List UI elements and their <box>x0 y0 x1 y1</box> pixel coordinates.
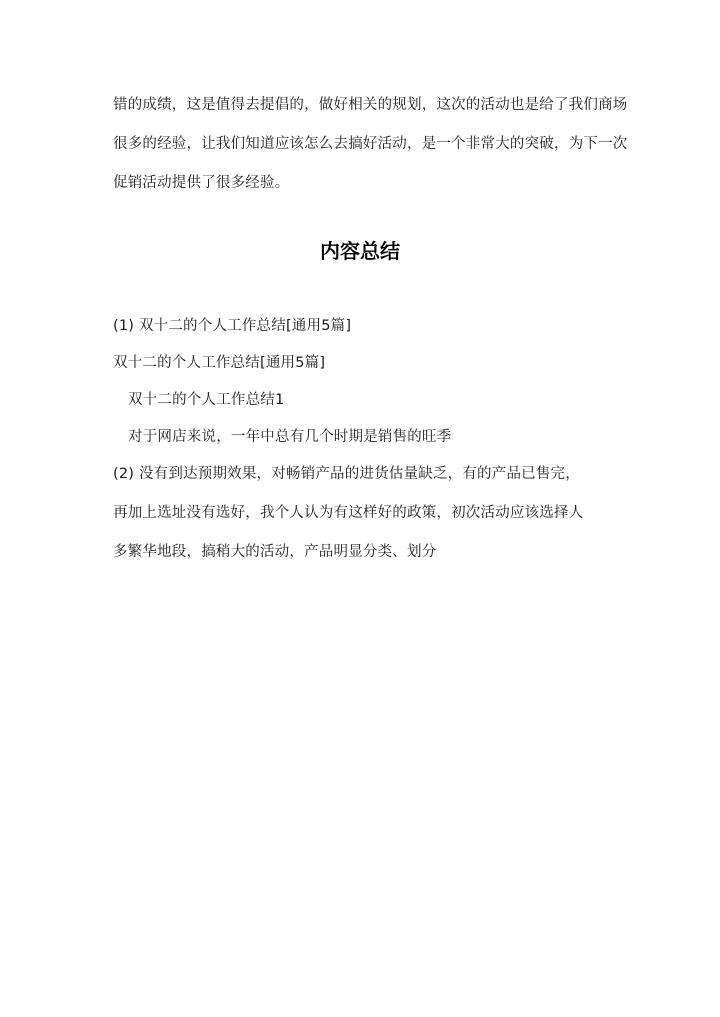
summary-item-1-entry-text: 对于网店来说，一年中总有几个时期是销售的旺季 <box>128 429 452 445</box>
intro-line-3: 促销活动提供了很多经验。 <box>113 175 290 191</box>
summary-item-1-subheading: 双十二的个人工作总结[通用5篇] <box>113 355 326 371</box>
summary-item-1-entry-title: 双十二的个人工作总结1 <box>128 392 285 408</box>
summary-item-2-line-3: 多繁华地段，搞稍大的活动，产品明显分类、划分 <box>113 544 437 560</box>
section-title: 内容总结 <box>320 239 400 263</box>
intro-line-2: 很多的经验，让我们知道应该怎么去搞好活动，是一个非常大的突破，为下一次 <box>113 136 628 152</box>
summary-item-2-line-1: (2) 没有到达预期效果，对畅销产品的进货估量缺乏，有的产品已售完， <box>113 466 580 482</box>
intro-line-1: 错的成绩，这是值得去提倡的，做好相关的规划，这次的活动也是给了我们商场 <box>113 97 628 113</box>
summary-item-2-line-2: 再加上选址没有选好，我个人认为有这样好的政策，初次活动应该选择人 <box>113 505 584 521</box>
summary-item-1-heading: (1) 双十二的个人工作总结[通用5篇] <box>113 318 352 334</box>
